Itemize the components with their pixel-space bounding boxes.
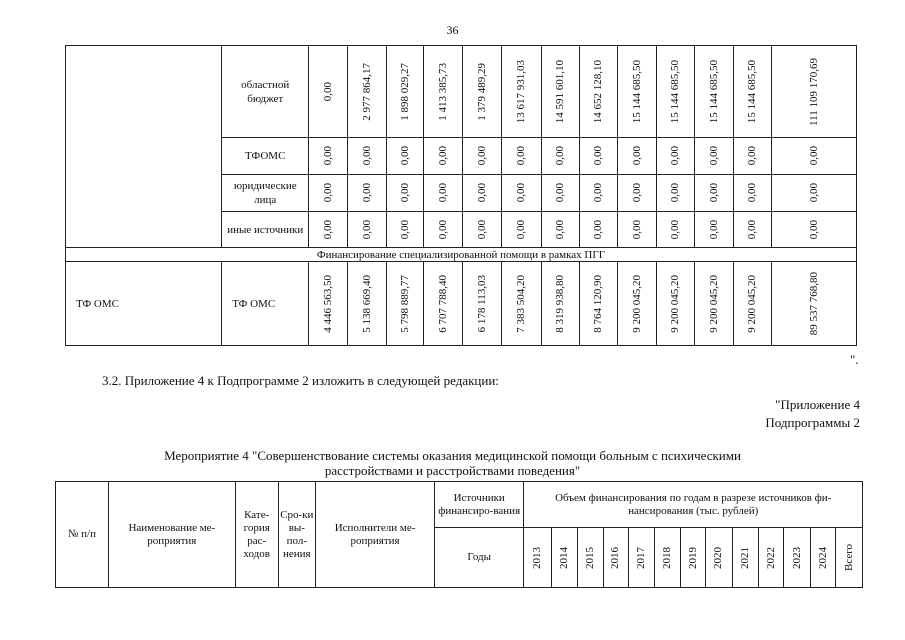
value-cell: 0,00 xyxy=(463,212,501,248)
value-cell: 0,00 xyxy=(309,212,348,248)
value-cell: 6 178 113,03 xyxy=(463,262,501,346)
total-header: Всего xyxy=(836,528,863,588)
value-cell: 6 707 788,40 xyxy=(424,262,463,346)
source-label: областной бюджет xyxy=(222,46,309,138)
total-cell: 0,00 xyxy=(771,175,856,212)
event-title: Мероприятие 4 "Совершенствование системы оказания медицинской помощи больным с психическими xyxy=(164,448,741,463)
year-header: 2021 xyxy=(732,528,758,588)
year-header: 2013 xyxy=(524,528,551,588)
empty-cell xyxy=(66,46,222,248)
value-cell: 0,00 xyxy=(541,138,579,175)
col-number: № п/п xyxy=(56,482,109,588)
value-cell: 0,00 xyxy=(656,138,694,175)
value-cell: 0,00 xyxy=(501,175,541,212)
table-row xyxy=(66,46,857,138)
value-cell: 0,00 xyxy=(463,138,501,175)
value-cell: 0,00 xyxy=(424,175,463,212)
col-terms: Сро-ки вы-пол-нения xyxy=(278,482,316,588)
value-cell: 0,00 xyxy=(387,212,424,248)
value-cell: 0,00 xyxy=(579,138,617,175)
col-sources: Источники финансиро-вания xyxy=(435,482,524,528)
section-title: Финансирование специализированной помощи в рамках ПГГ xyxy=(66,248,857,262)
year-header: 2019 xyxy=(680,528,705,588)
value-cell: 0,00 xyxy=(348,138,387,175)
value-cell: 0,00 xyxy=(501,138,541,175)
year-header: 2017 xyxy=(629,528,655,588)
value-cell: 1 379 489,29 xyxy=(463,46,501,138)
year-header: 2020 xyxy=(706,528,732,588)
source-label: юридические лица xyxy=(222,175,309,212)
page-number: 36 xyxy=(446,23,459,37)
year-header: 2018 xyxy=(655,528,680,588)
header-row xyxy=(56,482,863,528)
event-title-cont: расстройствами и расстройствами поведения" xyxy=(324,463,581,478)
value-cell: 5 138 669,40 xyxy=(348,262,387,346)
year-header: 2014 xyxy=(551,528,577,588)
closing-quote: ". xyxy=(850,352,859,367)
value-cell: 2 977 864,17 xyxy=(348,46,387,138)
value-cell: 14 591 601,10 xyxy=(541,46,579,138)
value-cell: 0,00 xyxy=(656,175,694,212)
col-category: Кате-гория рас-ходов xyxy=(235,482,278,588)
value-cell: 0,00 xyxy=(579,212,617,248)
value-cell: 0,00 xyxy=(424,212,463,248)
value-cell: 15 144 685,50 xyxy=(617,46,656,138)
value-cell: 1 898 029,27 xyxy=(387,46,424,138)
value-cell: 0,00 xyxy=(309,46,348,138)
value-cell: 0,00 xyxy=(694,212,733,248)
value-cell: 0,00 xyxy=(733,138,771,175)
source-label: ТФ ОМС xyxy=(222,262,309,346)
value-cell: 0,00 xyxy=(387,175,424,212)
total-cell: 89 537 768,80 xyxy=(771,262,856,346)
section-row xyxy=(66,248,857,262)
paragraph-text: 3.2. Приложение 4 к Подпрограмме 2 изложить в следующей редакции: xyxy=(102,373,499,388)
year-header: 2023 xyxy=(784,528,810,588)
value-cell: 0,00 xyxy=(617,212,656,248)
table-row xyxy=(66,262,857,346)
value-cell: 0,00 xyxy=(309,175,348,212)
value-cell: 15 144 685,50 xyxy=(733,46,771,138)
value-cell: 0,00 xyxy=(579,175,617,212)
value-cell: 0,00 xyxy=(617,175,656,212)
value-cell: 0,00 xyxy=(617,138,656,175)
value-cell: 0,00 xyxy=(733,212,771,248)
year-header: 2016 xyxy=(603,528,628,588)
value-cell: 0,00 xyxy=(656,212,694,248)
row-label: ТФ ОМС xyxy=(66,262,222,346)
value-cell: 13 617 931,03 xyxy=(501,46,541,138)
year-header: 2022 xyxy=(759,528,784,588)
value-cell: 0,00 xyxy=(348,175,387,212)
value-cell: 14 652 128,10 xyxy=(579,46,617,138)
col-years: Годы xyxy=(435,528,524,588)
value-cell: 1 413 385,73 xyxy=(424,46,463,138)
value-cell: 0,00 xyxy=(348,212,387,248)
total-cell: 0,00 xyxy=(771,212,856,248)
value-cell: 0,00 xyxy=(541,212,579,248)
value-cell: 0,00 xyxy=(733,175,771,212)
value-cell: 9 200 045,20 xyxy=(617,262,656,346)
value-cell: 9 200 045,20 xyxy=(694,262,733,346)
value-cell: 9 200 045,20 xyxy=(656,262,694,346)
event-table xyxy=(55,481,863,588)
col-event-name: Наименование ме-роприятия xyxy=(108,482,235,588)
value-cell: 7 383 504,20 xyxy=(501,262,541,346)
value-cell: 15 144 685,50 xyxy=(656,46,694,138)
total-cell: 111 109 170,69 xyxy=(771,46,856,138)
value-cell: 0,00 xyxy=(541,175,579,212)
value-cell: 0,00 xyxy=(309,138,348,175)
value-cell: 9 200 045,20 xyxy=(733,262,771,346)
value-cell: 15 144 685,50 xyxy=(694,46,733,138)
value-cell: 0,00 xyxy=(387,138,424,175)
value-cell: 4 446 563,50 xyxy=(309,262,348,346)
year-header: 2024 xyxy=(810,528,835,588)
total-cell: 0,00 xyxy=(771,138,856,175)
year-header: 2015 xyxy=(578,528,603,588)
col-executors: Исполнители ме-роприятия xyxy=(316,482,435,588)
value-cell: 0,00 xyxy=(694,138,733,175)
value-cell: 0,00 xyxy=(463,175,501,212)
source-label: ТФОМС xyxy=(222,138,309,175)
appendix-subheading: Подпрограммы 2 xyxy=(765,415,860,430)
financing-table xyxy=(65,45,857,346)
value-cell: 8 764 120,90 xyxy=(579,262,617,346)
appendix-heading: "Приложение 4 xyxy=(775,397,860,412)
value-cell: 0,00 xyxy=(694,175,733,212)
source-label: иные источники xyxy=(222,212,309,248)
value-cell: 8 319 938,80 xyxy=(541,262,579,346)
col-volume: Объем финансирования по годам в разрезе источников фи-нансирования (тыс. рублей) xyxy=(524,482,863,528)
value-cell: 0,00 xyxy=(424,138,463,175)
value-cell: 0,00 xyxy=(501,212,541,248)
value-cell: 5 798 889,77 xyxy=(387,262,424,346)
